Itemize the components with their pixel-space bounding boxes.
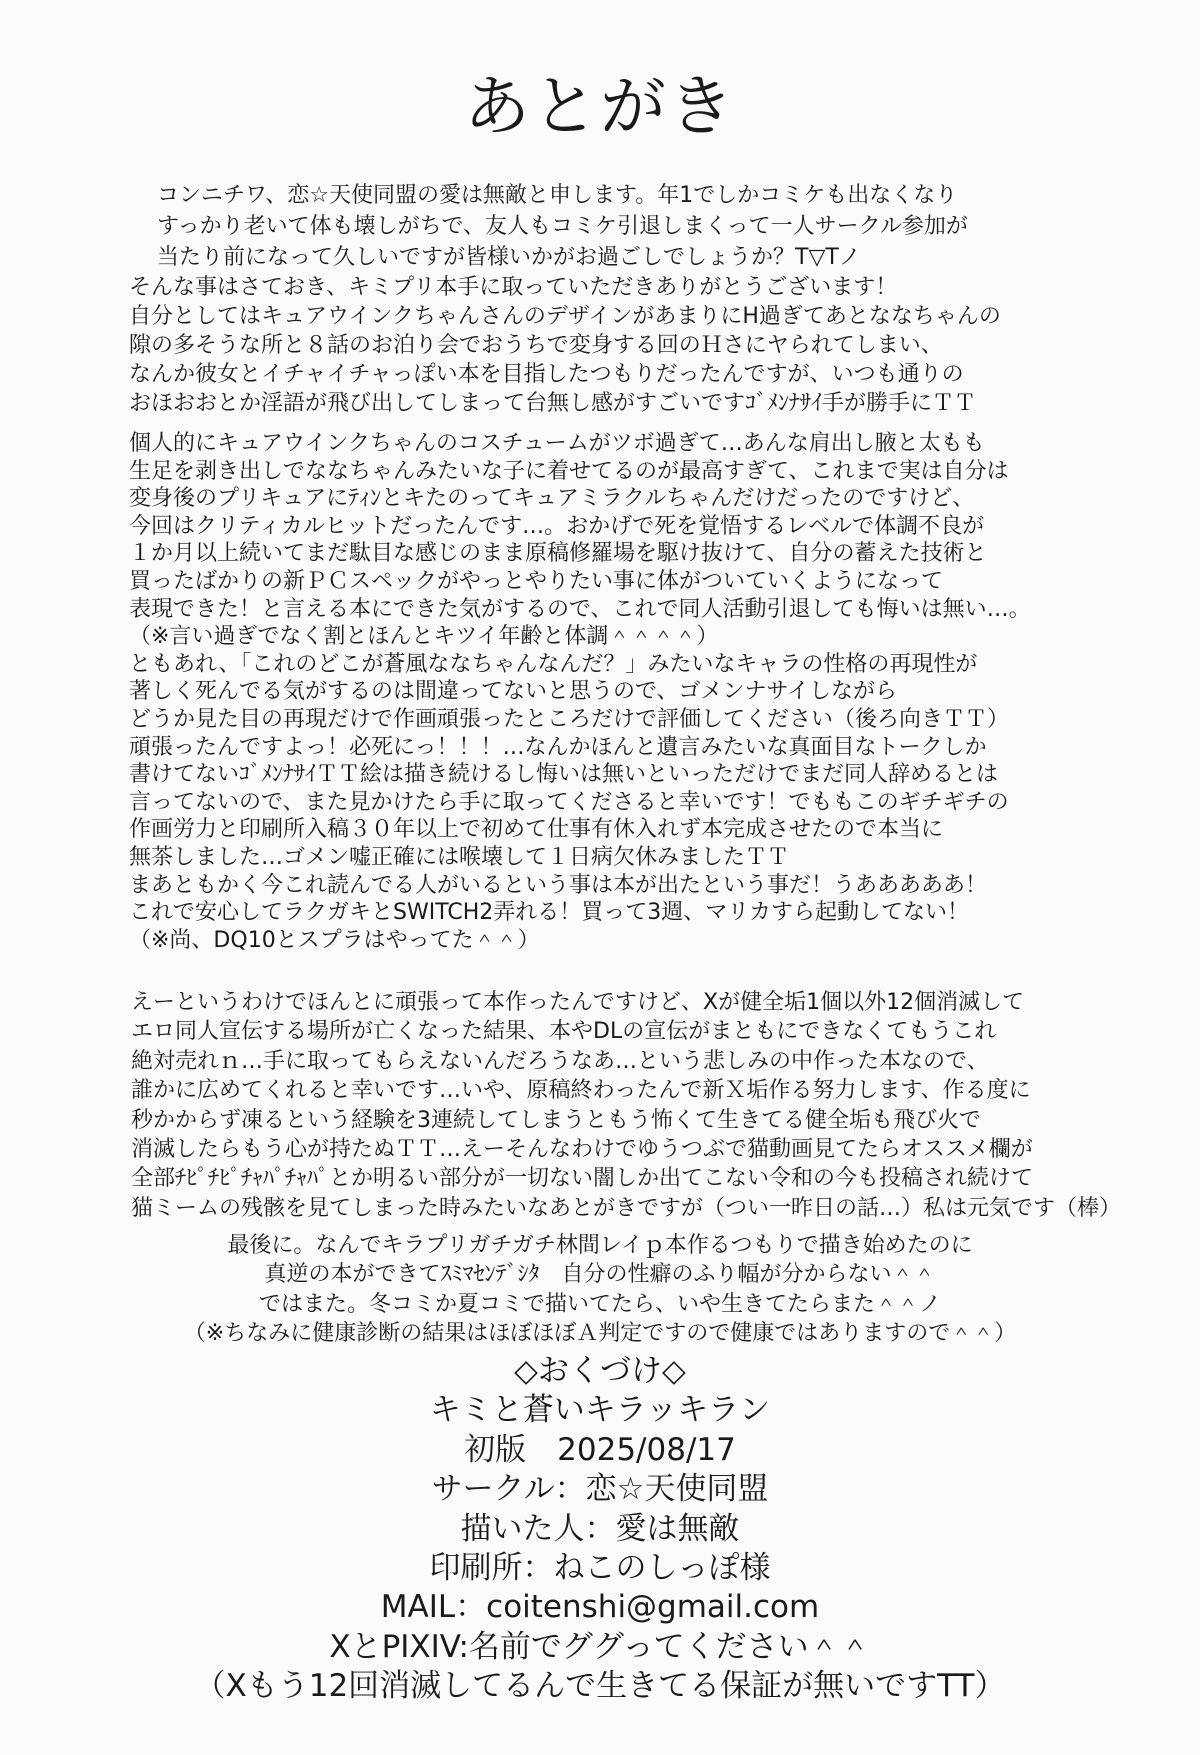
text-line: 最後に。なんでキラプリガチガチ林間レイｐ本作るつもりで描き始めたのに [227,1233,973,1258]
text-line: 書けてないｺﾞﾒﾝﾅｻｲＴＴ絵は描き続けるし悔いは無いといっただけでまだ同人辞めるとは [129,762,999,788]
text-line: 絶対売れｎ…手に取ってもらえないんだろうなあ…という悲しみの中作った本なので、 [131,1048,989,1074]
book-title: キミと蒼いキラッキラン [429,1392,771,1429]
social-links: XとPIXIV:名前でググってください＾＾ [329,1628,871,1665]
text-line: 今回はクリティカルヒットだったんです…。おかげで死を覚悟するレベルで体調不良が [129,513,985,539]
text-line: 真逆の本ができてｽﾐﾏｾﾝﾃﾞｼﾀ 自分の性癖のふり幅が分からない＾＾ [264,1262,936,1288]
text-line: 個人的にキュアウインクちゃんのコスチュームがツボ過ぎて…あんな肩出し腋と太もも [129,431,985,456]
text-line: 無茶しました…ゴメン嘘正確には喉壊して１日病欠休みましたＴＴ [129,844,790,870]
text-line: 誰かに広めてくれると幸いです…いや、原稿終わったんで新Ｘ垢作る努力します、作る度に [131,1078,1031,1104]
colophon-heading: ◇おくづけ◇ [514,1353,686,1389]
page-title: あとがき [464,68,736,145]
text-line: （※尚、DQ10とスプラはやってた＾＾） [129,927,540,953]
text-line: コンニチワ、恋☆天使同盟の愛は無敵と申します。年1でしかコミケも出なくなり [157,183,958,208]
paragraph-promotion [131,988,1121,1223]
text-line: 著しく死んでる気がするのは間違ってないと思うので、ゴメンナサイしながら [129,679,898,705]
text-line: 言ってないので、また見かけたら手に取ってくださると幸いです！でももこのギチギチの [129,789,1009,815]
text-line: 隙の多そうな所と８話のお泊り会でおうちで変身する回のＨさにヤられてしまい、 [129,333,943,358]
text-line: 当たり前になって久しいですが皆様いかがお過ごしでしょうか？T▽Tノ [157,245,861,270]
circle-name: サークル：恋☆天使同盟 [431,1471,769,1508]
colophon [0,1352,1200,1707]
edition-date: 初版 2025/08/17 [464,1431,736,1468]
text-line: おほおおとか淫語が飛び出してしまって台無し感がすごいですｺﾞﾒﾝﾅｻｲ手が勝手にＴＴ [129,391,977,416]
text-line: （※言い過ぎでなく割とほんとキツイ年齢と体調＾＾＾＾） [129,624,719,650]
email: MAIL：coitenshi@gmail.com [380,1589,820,1626]
text-line: 秒かからず凍るという経験を3連続してしまうともう怖くて生きてる健全垢も飛び火で [131,1107,981,1133]
text-line: 自分としてはキュアウインクちゃんさんのデザインがあまりにH過ぎてあとななちゃんの [129,304,1001,329]
text-line: なんか彼女とイチャイチャっぽい本を目指したつもりだったんですが、いつも通りの [129,362,964,387]
text-line: 生足を剥き出しでななちゃんみたいな子に着せてるのが最高すぎて、これまで実は自分は [129,458,1009,484]
paragraph-thanks [129,273,1001,418]
text-line: エロ同人宣伝する場所が亡くなった結果、本やDLの宣伝がまともにできなくてもうこれ [131,1019,997,1045]
printer: 印刷所：ねこのしっぽ様 [429,1549,771,1586]
text-line: 猫ミームの残骸を見てしまった時みたいなあとがきですが（つい一昨日の話…）私は元気です（棒） [131,1195,1122,1221]
author: 描いた人：愛は無敵 [460,1510,740,1547]
text-line: （※ちなみに健康診断の結果はほぼほぼＡ判定ですので健康ではありますので＾＾） [183,1320,1017,1346]
text-line: えーというわけでほんとに頑張って本作ったんですけど、Xが健全垢1個以外12個消滅して [131,990,1025,1015]
text-line: 変身後のプリキュアにﾃｨﾝとキたのってキュアミラクルちゃんだけだったのですけど、 [129,486,975,512]
paragraph-costume [129,430,1031,954]
text-line: どうか見た目の再現だけで作画頑張ったところだけで評価してください（後ろ向きＴＴ） [129,706,1010,732]
text-line: これで安心してラクガキとSWITCH2弄れる！買って3週、マリカすら起動してない！ [129,900,970,926]
text-line: 表現できた！と言える本にできた気がするので、これで同人活動引退しても悔いは無い…。 [129,596,1031,622]
text-line: そんな事はさておき、キミプリ本手に取っていただきありがとうございます！ [129,275,898,300]
paragraph-greeting [157,180,968,273]
text-line: 買ったばかりの新ＰＣスペックがやっとやりたい事に体がついていくようになって [129,568,944,594]
text-line: 作画労力と印刷所入稿３０年以上で初めて仕事有休入れず本完成させたので本当に [129,817,944,843]
text-line: 消滅したらもう心が持たぬＴＴ…えーそんなわけでゆうつぶで猫動画見てたらオススメ欄が [131,1136,1033,1162]
note: （Xもう12回消滅してるんで生きてる保証が無いですTT） [194,1668,1006,1705]
paragraph-closing [0,1231,1200,1348]
text-line: まあともかく今これ読んでる人がいるという事は本が出たという事だ！うあああああ！ [129,872,988,898]
text-line: ではまた。冬コミか夏コミで描いてたら、いや生きてたらまた＾＾ノ [258,1291,941,1317]
text-line: ともあれ、「これのどこが蒼風ななちゃんなんだ？」みたいなキャラの性格の再現性が [129,651,978,677]
text-line: すっかり老いて体も壊しがちで、友人もコミケ引退しまくって一人サークル参加が [157,214,968,239]
text-line: １か月以上続いてまだ駄目な感じのまま原稿修羅場を駆け抜けて、自分の蓄えた技術と [129,541,987,567]
text-line: 頑張ったんですよっ！必死にっ！！！…なんかほんと遺言みたいな真面目なトークしか [129,734,987,760]
text-line: 全部ﾁﾋﾟﾁﾋﾟﾁｬﾊﾟﾁｬﾊﾟとか明るい部分が一切ない闇しか出てこない令和の今も投稿され続けて [131,1166,1034,1192]
